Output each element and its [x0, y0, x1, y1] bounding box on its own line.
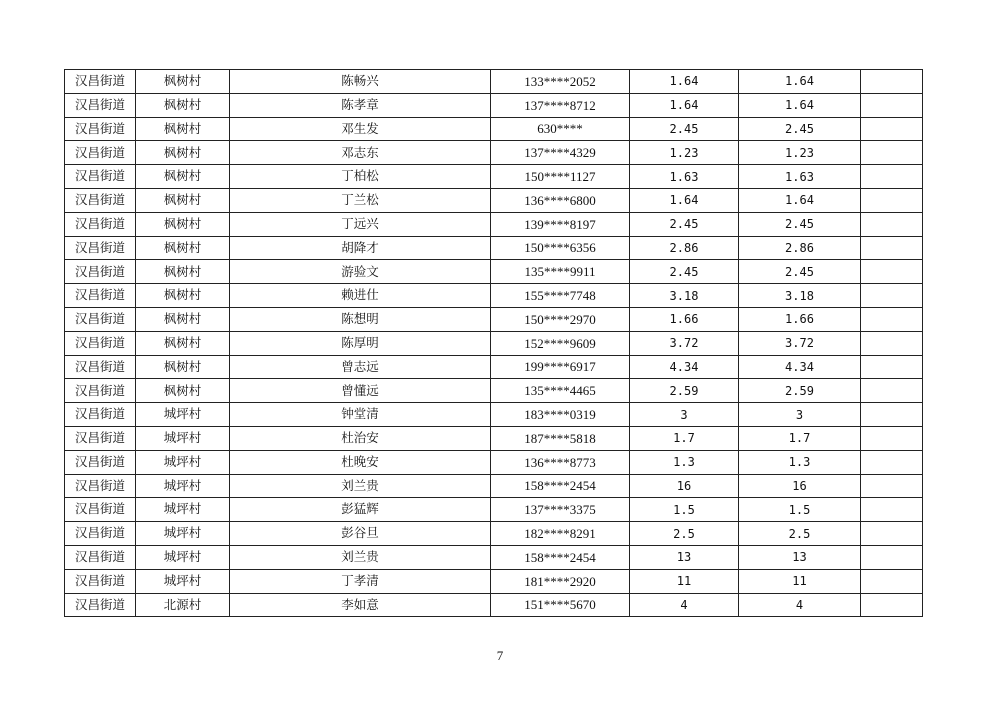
phone-cell: 133****2052 — [491, 70, 630, 94]
subsidy-area-cell: 1.7 — [739, 426, 861, 450]
area-cell: 2.45 — [630, 260, 739, 284]
subsidy-area-cell: 2.45 — [739, 117, 861, 141]
remark-cell — [861, 165, 923, 189]
table-row — [65, 141, 923, 165]
table-row — [65, 450, 923, 474]
table-row — [65, 70, 923, 94]
remark-cell — [861, 426, 923, 450]
table-row — [65, 593, 923, 617]
street-cell: 汉昌街道 — [65, 403, 136, 427]
phone-cell: 137****4329 — [491, 141, 630, 165]
table-row — [65, 403, 923, 427]
subsidy-area-cell: 2.5 — [739, 522, 861, 546]
area-cell: 3.18 — [630, 284, 739, 308]
subsidy-area-cell: 2.45 — [739, 212, 861, 236]
village-cell: 枫树村 — [136, 141, 230, 165]
village-cell: 枫树村 — [136, 93, 230, 117]
street-cell: 汉昌街道 — [65, 188, 136, 212]
phone-cell: 158****2454 — [491, 474, 630, 498]
table-row — [65, 165, 923, 189]
phone-cell: 137****8712 — [491, 93, 630, 117]
street-cell: 汉昌街道 — [65, 498, 136, 522]
village-cell: 城坪村 — [136, 498, 230, 522]
village-cell: 城坪村 — [136, 426, 230, 450]
table-row — [65, 379, 923, 403]
table-row — [65, 236, 923, 260]
table-row — [65, 522, 923, 546]
subsidy-area-cell: 1.66 — [739, 307, 861, 331]
area-cell: 2.45 — [630, 212, 739, 236]
area-cell: 3.72 — [630, 331, 739, 355]
name-cell: 丁兰松 — [230, 188, 491, 212]
remark-cell — [861, 545, 923, 569]
name-cell: 丁柏松 — [230, 165, 491, 189]
subsidy-area-cell: 1.23 — [739, 141, 861, 165]
subsidy-area-cell: 16 — [739, 474, 861, 498]
village-cell: 枫树村 — [136, 117, 230, 141]
name-cell: 丁孝清 — [230, 569, 491, 593]
phone-cell: 135****4465 — [491, 379, 630, 403]
area-cell: 16 — [630, 474, 739, 498]
remark-cell — [861, 474, 923, 498]
village-cell: 城坪村 — [136, 474, 230, 498]
area-cell: 1.3 — [630, 450, 739, 474]
subsidy-area-cell: 4.34 — [739, 355, 861, 379]
subsidy-area-cell: 4 — [739, 593, 861, 617]
phone-cell: 136****8773 — [491, 450, 630, 474]
area-cell: 1.66 — [630, 307, 739, 331]
name-cell: 胡降才 — [230, 236, 491, 260]
area-cell: 2.5 — [630, 522, 739, 546]
village-cell: 枫树村 — [136, 70, 230, 94]
name-cell: 钟堂清 — [230, 403, 491, 427]
phone-cell: 199****6917 — [491, 355, 630, 379]
area-cell: 2.86 — [630, 236, 739, 260]
street-cell: 汉昌街道 — [65, 522, 136, 546]
remark-cell — [861, 141, 923, 165]
village-cell: 城坪村 — [136, 522, 230, 546]
phone-cell: 630**** — [491, 117, 630, 141]
name-cell: 刘兰贵 — [230, 545, 491, 569]
street-cell: 汉昌街道 — [65, 593, 136, 617]
subsidy-area-cell: 13 — [739, 545, 861, 569]
table-row — [65, 188, 923, 212]
name-cell: 陈畅兴 — [230, 70, 491, 94]
subsidy-area-cell: 1.64 — [739, 70, 861, 94]
village-cell: 城坪村 — [136, 403, 230, 427]
phone-cell: 137****3375 — [491, 498, 630, 522]
table-row — [65, 93, 923, 117]
name-cell: 邓志东 — [230, 141, 491, 165]
village-cell: 城坪村 — [136, 569, 230, 593]
subsidy-area-cell: 2.59 — [739, 379, 861, 403]
name-cell: 李如意 — [230, 593, 491, 617]
remark-cell — [861, 569, 923, 593]
street-cell: 汉昌街道 — [65, 426, 136, 450]
village-cell: 枫树村 — [136, 165, 230, 189]
remark-cell — [861, 450, 923, 474]
village-cell: 枫树村 — [136, 212, 230, 236]
remark-cell — [861, 212, 923, 236]
remark-cell — [861, 284, 923, 308]
table-row — [65, 569, 923, 593]
area-cell: 11 — [630, 569, 739, 593]
remark-cell — [861, 593, 923, 617]
street-cell: 汉昌街道 — [65, 141, 136, 165]
table-row — [65, 545, 923, 569]
subsidy-area-cell: 1.5 — [739, 498, 861, 522]
phone-cell: 182****8291 — [491, 522, 630, 546]
table-row — [65, 307, 923, 331]
area-cell: 1.64 — [630, 93, 739, 117]
village-cell: 枫树村 — [136, 284, 230, 308]
remark-cell — [861, 331, 923, 355]
street-cell: 汉昌街道 — [65, 212, 136, 236]
subsidy-area-cell: 2.45 — [739, 260, 861, 284]
remark-cell — [861, 498, 923, 522]
village-cell: 枫树村 — [136, 188, 230, 212]
village-cell: 枫树村 — [136, 307, 230, 331]
name-cell: 游验文 — [230, 260, 491, 284]
table-row — [65, 212, 923, 236]
table-row — [65, 474, 923, 498]
name-cell: 赖进仕 — [230, 284, 491, 308]
subsidy-area-cell: 1.63 — [739, 165, 861, 189]
street-cell: 汉昌街道 — [65, 307, 136, 331]
name-cell: 杜治安 — [230, 426, 491, 450]
village-cell: 城坪村 — [136, 450, 230, 474]
phone-cell: 150****6356 — [491, 236, 630, 260]
remark-cell — [861, 379, 923, 403]
street-cell: 汉昌街道 — [65, 545, 136, 569]
phone-cell: 151****5670 — [491, 593, 630, 617]
street-cell: 汉昌街道 — [65, 260, 136, 284]
phone-cell: 152****9609 — [491, 331, 630, 355]
table-row — [65, 284, 923, 308]
table-row — [65, 498, 923, 522]
village-cell: 枫树村 — [136, 260, 230, 284]
name-cell: 彭猛辉 — [230, 498, 491, 522]
remark-cell — [861, 117, 923, 141]
remark-cell — [861, 70, 923, 94]
area-cell: 1.7 — [630, 426, 739, 450]
subsidy-area-cell: 11 — [739, 569, 861, 593]
subsidy-area-cell: 3.18 — [739, 284, 861, 308]
name-cell: 陈想明 — [230, 307, 491, 331]
name-cell: 陈孝章 — [230, 93, 491, 117]
street-cell: 汉昌街道 — [65, 379, 136, 403]
area-cell: 2.59 — [630, 379, 739, 403]
street-cell: 汉昌街道 — [65, 284, 136, 308]
area-cell: 4 — [630, 593, 739, 617]
page-number: 7 — [496, 648, 504, 663]
phone-cell: 158****2454 — [491, 545, 630, 569]
table-row — [65, 260, 923, 284]
street-cell: 汉昌街道 — [65, 70, 136, 94]
remark-cell — [861, 522, 923, 546]
area-cell: 1.23 — [630, 141, 739, 165]
name-cell: 曾懂远 — [230, 379, 491, 403]
village-cell: 城坪村 — [136, 545, 230, 569]
subsidy-area-cell: 3.72 — [739, 331, 861, 355]
area-cell: 2.45 — [630, 117, 739, 141]
remark-cell — [861, 307, 923, 331]
subsidy-area-cell: 1.3 — [739, 450, 861, 474]
street-cell: 汉昌街道 — [65, 355, 136, 379]
phone-cell: 150****2970 — [491, 307, 630, 331]
phone-cell: 187****5818 — [491, 426, 630, 450]
area-cell: 1.5 — [630, 498, 739, 522]
phone-cell: 136****6800 — [491, 188, 630, 212]
area-cell: 4.34 — [630, 355, 739, 379]
area-cell: 13 — [630, 545, 739, 569]
phone-cell: 150****1127 — [491, 165, 630, 189]
phone-cell: 181****2920 — [491, 569, 630, 593]
subsidy-area-cell: 3 — [739, 403, 861, 427]
table-row — [65, 331, 923, 355]
data-table — [64, 69, 923, 617]
street-cell: 汉昌街道 — [65, 450, 136, 474]
phone-cell: 183****0319 — [491, 403, 630, 427]
area-cell: 1.64 — [630, 188, 739, 212]
phone-cell: 155****7748 — [491, 284, 630, 308]
street-cell: 汉昌街道 — [65, 474, 136, 498]
area-cell: 1.64 — [630, 70, 739, 94]
street-cell: 汉昌街道 — [65, 569, 136, 593]
village-cell: 枫树村 — [136, 379, 230, 403]
subsidy-area-cell: 2.86 — [739, 236, 861, 260]
remark-cell — [861, 403, 923, 427]
table-row — [65, 117, 923, 141]
remark-cell — [861, 93, 923, 117]
street-cell: 汉昌街道 — [65, 117, 136, 141]
remark-cell — [861, 236, 923, 260]
name-cell: 邓生发 — [230, 117, 491, 141]
table-row — [65, 355, 923, 379]
village-cell: 枫树村 — [136, 236, 230, 260]
remark-cell — [861, 260, 923, 284]
remark-cell — [861, 188, 923, 212]
village-cell: 枫树村 — [136, 331, 230, 355]
name-cell: 刘兰贵 — [230, 474, 491, 498]
street-cell: 汉昌街道 — [65, 331, 136, 355]
village-cell: 北源村 — [136, 593, 230, 617]
phone-cell: 135****9911 — [491, 260, 630, 284]
village-cell: 枫树村 — [136, 355, 230, 379]
name-cell: 陈厚明 — [230, 331, 491, 355]
street-cell: 汉昌街道 — [65, 236, 136, 260]
name-cell: 丁远兴 — [230, 212, 491, 236]
phone-cell: 139****8197 — [491, 212, 630, 236]
table-row — [65, 426, 923, 450]
subsidy-area-cell: 1.64 — [739, 93, 861, 117]
street-cell: 汉昌街道 — [65, 165, 136, 189]
table-body — [65, 70, 923, 617]
name-cell: 彭谷旦 — [230, 522, 491, 546]
area-cell: 1.63 — [630, 165, 739, 189]
name-cell: 杜晚安 — [230, 450, 491, 474]
name-cell: 曾志远 — [230, 355, 491, 379]
street-cell: 汉昌街道 — [65, 93, 136, 117]
subsidy-area-cell: 1.64 — [739, 188, 861, 212]
area-cell: 3 — [630, 403, 739, 427]
remark-cell — [861, 355, 923, 379]
